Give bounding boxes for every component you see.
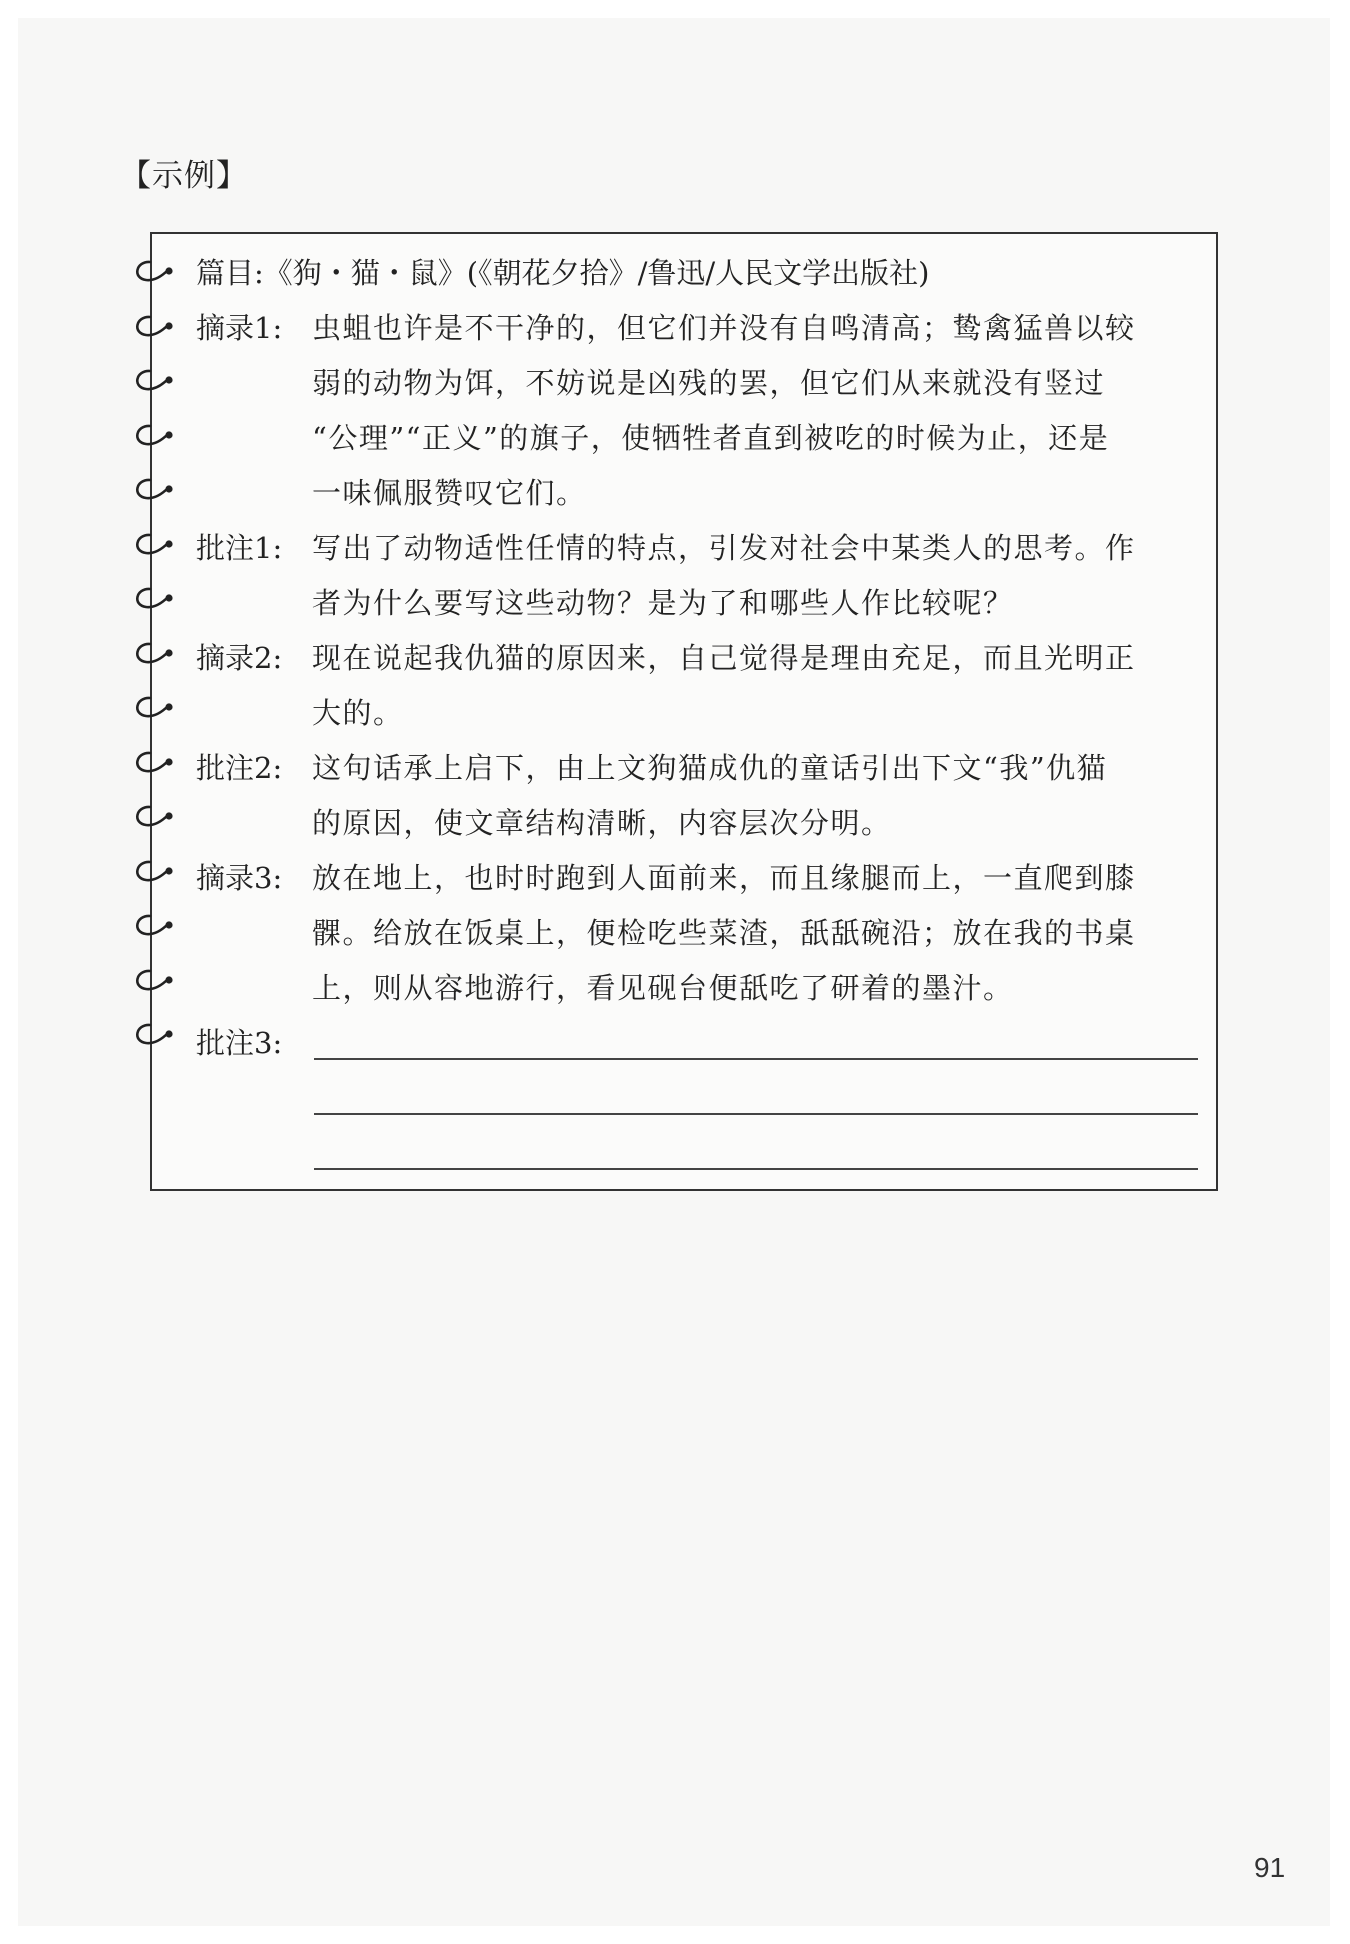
section-heading: 【示例】 [120,158,248,194]
excerpt-2-label: 摘录2: [196,641,283,675]
annotation-2-line-2: 的原因，使文章结构清晰，内容层次分明。 [312,806,892,840]
annotation-1-line-2: 者为什么要写这些动物？是为了和哪些人作比较呢？ [312,586,1014,620]
excerpt-3-line-3: 上，则从容地游行，看见砚台便舐吃了研着的墨汁。 [312,971,1014,1005]
annotation-3-label: 批注3: [196,1026,283,1060]
answer-blank-line[interactable] [314,1168,1198,1170]
annotation-1-line-1: 写出了动物适性任情的特点，引发对社会中某类人的思考。作 [312,531,1136,565]
excerpt-1-line-1: 虫蛆也许是不干净的，但它们并没有自鸣清高；鸷禽猛兽以较 [312,311,1136,345]
excerpt-2-line-1: 现在说起我仇猫的原因来，自己觉得是理由充足，而且光明正 [312,641,1136,675]
answer-blank-line[interactable] [314,1058,1198,1060]
excerpt-2-line-2: 大的。 [312,696,404,730]
page-number: 91 [1254,1852,1286,1883]
annotation-2-label: 批注2: [196,751,283,785]
excerpt-1-line-4: 一味佩服赞叹它们。 [312,476,587,510]
book-title-line: 篇目:《狗・猫・鼠》(《朝花夕拾》/鲁迅/人民文学出版社) [196,256,930,290]
annotation-1-label: 批注1: [196,531,283,565]
excerpt-3-line-2: 髁。给放在饭桌上，便检吃些菜渣，舐舐碗沿；放在我的书桌 [312,916,1136,950]
excerpt-3-label: 摘录3: [196,861,283,895]
excerpt-3-line-1: 放在地上，也时时跑到人面前来，而且缘腿而上，一直爬到膝 [312,861,1136,895]
answer-blank-line[interactable] [314,1113,1198,1115]
annotation-2-line-1: 这句话承上启下，由上文狗猫成仇的童话引出下文“我”仇猫 [312,751,1108,785]
excerpt-1-line-2: 弱的动物为饵，不妨说是凶残的罢，但它们从来就没有竖过 [312,366,1106,400]
excerpt-1-label: 摘录1: [196,311,283,345]
excerpt-1-line-3: “公理”“正义”的旗子，使牺牲者直到被吃的时候为止，还是 [312,421,1110,455]
